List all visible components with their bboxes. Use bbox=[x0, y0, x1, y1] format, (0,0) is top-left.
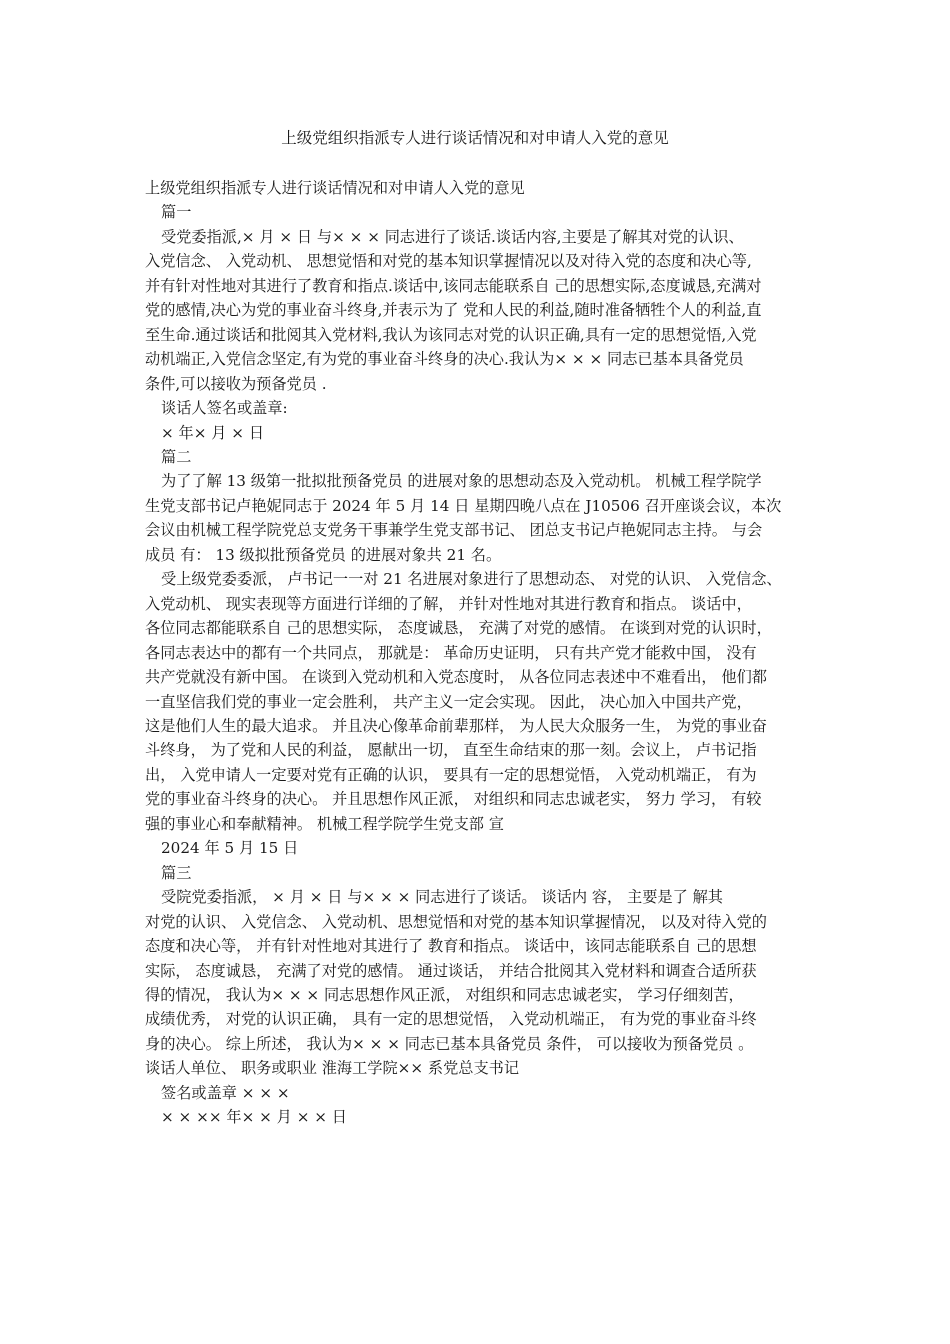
text-line: 共产党就没有新中国。 在谈到入党动机和入党态度时， 从各位同志表述中不难看出， 他们都 bbox=[145, 668, 767, 687]
text-line: 成绩优秀， 对党的认识正确， 具有一定的思想觉悟， 入党动机端正， 有为党的事业奋斗终 bbox=[145, 1010, 757, 1029]
text-line: 得的情况， 我认为× × × 同志思想作风正派， 对组织和同志忠诚老实， 学习仔细刻苦， bbox=[145, 985, 744, 1004]
text-line: 各位同志都能联系自 己的思想实际， 态度诚恳， 充满了对党的感情。 在谈到对党的认识时， bbox=[145, 619, 772, 638]
text-line: 谈话人单位、 职务或职业 淮海工学院×× 系党总支书记 bbox=[145, 1059, 520, 1078]
text-line: 篇三 bbox=[161, 863, 192, 882]
text-line: 实际， 态度诚恳， 充满了对党的感情。 通过谈话， 并结合批阅其入党材料和调查合适所获 bbox=[145, 961, 757, 980]
text-line: 强的事业心和奉献精神。 机械工程学院学生党支部 宣 bbox=[145, 814, 504, 833]
text-line: 一直坚信我们党的事业一定会胜利， 共产主义一定会实现。 因此， 决心加入中国共产党， bbox=[145, 692, 752, 711]
text-line: 受院党委指派， × 月 × 日 与× × × 同志进行了谈话。 谈话内 容， 主要是了 解其 bbox=[161, 888, 723, 907]
text-line: 篇二 bbox=[161, 447, 192, 466]
text-line: 动机端正,入党信念坚定,有为党的事业奋斗终身的决心.我认为× × × 同志已基本具备党员 bbox=[145, 350, 744, 369]
text-line: 对党的认识、 入党信念、 入党动机、思想觉悟和对党的基本知识掌握情况， 以及对待入党的 bbox=[145, 912, 767, 931]
text-line: 态度和决心等， 并有针对性地对其进行了 教育和指点。 谈话中，该同志能联系自 己的思想 bbox=[145, 937, 757, 956]
text-line: 入党动机、 现实表现等方面进行详细的了解， 并针对性地对其进行教育和指点。 谈话中， bbox=[145, 594, 752, 613]
text-line: 生党支部书记卢艳妮同志于 2024 年 5 月 14 日 星期四晚八点在 J10506 召开座谈会议，本次 bbox=[145, 496, 782, 515]
text-line: 受上级党委委派， 卢书记一一对 21 名进展对象进行了思想动态、 对党的认识、 入党信念、 bbox=[161, 570, 782, 589]
text-line: 并有针对性地对其进行了教育和指点.谈话中,该同志能联系自 己的思想实际,态度诚恳,充满对 bbox=[145, 276, 762, 295]
document-title: 上级党组织指派专人进行谈话情况和对申请人入党的意见 bbox=[281, 129, 669, 147]
text-line: 身的决心。 综上所述， 我认为× × × 同志已基本具备党员 条件， 可以接收为预备党员 。 bbox=[145, 1034, 754, 1053]
text-line: 这是他们人生的最大追求。 并且决心像革命前辈那样， 为人民大众服务一生， 为党的事业奋 bbox=[145, 716, 767, 735]
text-line: 上级党组织指派专人进行谈话情况和对申请人入党的意见 bbox=[145, 179, 525, 197]
document-body bbox=[145, 176, 815, 1130]
text-line: × 年× 月 × 日 bbox=[161, 423, 265, 442]
text-line: 至生命.通过谈话和批阅其入党材料,我认为该同志对党的认识正确,具有一定的思想觉悟,入党 bbox=[145, 325, 757, 344]
text-line: 条件,可以接收为预备党员 . bbox=[145, 374, 327, 393]
text-line: × × ×× 年× × 月 × × 日 bbox=[161, 1108, 347, 1127]
text-line: 党的事业奋斗终身的决心。 并且思想作风正派， 对组织和同志忠诚老实， 努力 学习， 有较 bbox=[145, 790, 762, 809]
text-line: 成员 有： 13 级拟批预备党员 的进展对象共 21 名。 bbox=[145, 545, 502, 564]
text-line: 2024 年 5 月 15 日 bbox=[161, 839, 299, 858]
text-line: 入党信念、 入党动机、 思想觉悟和对党的基本知识掌握情况以及对待入党的态度和决心等, bbox=[145, 252, 752, 271]
text-line: 党的感情,决心为党的事业奋斗终身,并表示为了 党和人民的利益,随时准备牺牲个人的利益,直 bbox=[145, 301, 762, 320]
text-line: 谈话人签名或盖章: bbox=[161, 399, 288, 418]
text-line: 签名或盖章 × × × bbox=[161, 1083, 290, 1102]
text-line: 篇一 bbox=[161, 203, 192, 222]
text-line: 出， 入党申请人一定要对党有正确的认识， 要具有一定的思想觉悟， 入党动机端正， 有为 bbox=[145, 765, 757, 784]
text-line: 为了了解 13 级第一批拟批预备党员 的进展对象的思想动态及入党动机。 机械工程学院学 bbox=[161, 472, 762, 491]
text-line: 受党委指派,× 月 × 日 与× × × 同志进行了谈话.谈话内容,主要是了解其对党的认识、 bbox=[161, 227, 744, 246]
text-line: 斗终身， 为了党和人民的利益， 愿献出一切， 直至生命结束的那一刻。会议上， 卢书记指 bbox=[145, 741, 757, 760]
text-line: 会议由机械工程学院党总支党务干事兼学生党支部书记、 团总支书记卢艳妮同志主持。 与会 bbox=[145, 521, 763, 540]
text-line: 各同志表达中的都有一个共同点， 那就是： 革命历史证明， 只有共产党才能救中国， 没有 bbox=[145, 643, 757, 662]
